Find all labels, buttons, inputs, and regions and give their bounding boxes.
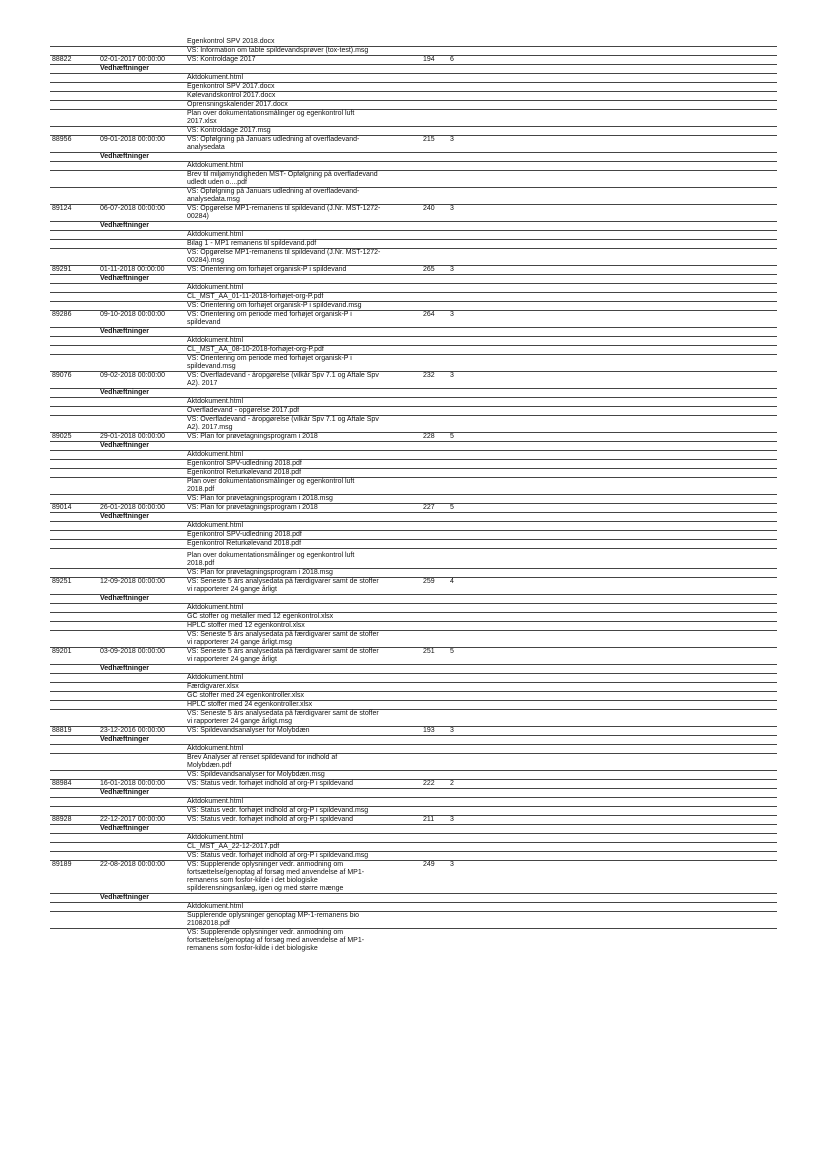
attachment-row	[50, 903, 777, 912]
record-date: 09-01-2018 00:00:00	[100, 136, 165, 143]
record-id: 88928	[52, 816, 72, 823]
attachment-name: VS: Seneste 5 års analysedata på færdigvarer samt de stoffer vi rapporterer 24 gange årligt.msg	[187, 631, 379, 646]
attachment-row	[50, 188, 777, 205]
attachments-label: Vedhæftninger	[100, 513, 150, 520]
attachment-row	[50, 171, 777, 188]
attachment-row	[50, 302, 777, 311]
record-row	[50, 205, 777, 222]
record-title: VS: Plan for prøvetagningsprogram i 2018	[187, 504, 318, 511]
record-number: 222	[423, 780, 435, 787]
record-date: 22-12-2017 00:00:00	[100, 816, 165, 823]
record-number: 215	[423, 136, 435, 143]
record-date: 01-11-2018 00:00:00	[100, 266, 165, 273]
record-title: VS: Orientering om periode med forhøjet organisk-P i spildevand	[187, 311, 352, 326]
record-id: 89014	[52, 504, 72, 511]
record-number: 264	[423, 311, 435, 318]
attachment-name: VS: Plan for prøvetagningsprogram i 2018.msg	[187, 569, 333, 576]
attachment-name: Aktdokument.html	[187, 231, 244, 238]
record-title: VS: Plan for prøvetagningsprogram i 2018	[187, 433, 318, 440]
record-date: 03-09-2018 00:00:00	[100, 648, 165, 655]
attachment-name: VS: Orientering om forhøjet organisk-P i spildevand.msg	[187, 302, 362, 309]
record-count: 5	[450, 648, 454, 655]
record-number: 211	[423, 816, 435, 823]
record-date: 09-02-2018 00:00:00	[100, 372, 165, 379]
attachment-row	[50, 754, 777, 771]
attachment-name: VS: Information om tabte spildevandsprøver (tox-test).msg	[187, 47, 369, 54]
attachments-header-row	[50, 736, 777, 745]
attachment-name: VS: Orientering om periode med forhøjet organisk-P i spildevand.msg	[187, 355, 352, 370]
attachments-header-row	[50, 65, 777, 74]
record-id: 89025	[52, 433, 72, 440]
attachment-row	[50, 843, 777, 852]
attachment-name: VS: Status vedr. forhøjet indhold af org-P i spildevand.msg	[187, 807, 369, 814]
record-number: 265	[423, 266, 435, 273]
attachment-name: CL_MST_AA_08-10-2018-forhøjet-org-P.pdf	[187, 346, 324, 353]
attachment-row	[50, 613, 777, 622]
attachments-label: Vedhæftninger	[100, 595, 150, 602]
record-row	[50, 816, 777, 825]
record-id: 88984	[52, 780, 72, 787]
attachments-header-row	[50, 595, 777, 604]
record-id: 89201	[52, 648, 72, 655]
attachments-label: Vedhæftninger	[100, 789, 150, 796]
record-count: 3	[450, 727, 454, 734]
attachment-row	[50, 807, 777, 816]
record-count: 5	[450, 504, 454, 511]
record-date: 09-10-2018 00:00:00	[100, 311, 165, 318]
attachment-name: Aktdokument.html	[187, 284, 244, 291]
attachment-row	[50, 38, 777, 47]
record-date: 29-01-2018 00:00:00	[100, 433, 165, 440]
attachment-name: VS: Status vedr. forhøjet indhold af org-P i spildevand.msg	[187, 852, 369, 859]
record-id: 88819	[52, 727, 72, 734]
attachment-name: Aktdokument.html	[187, 834, 244, 841]
attachment-row	[50, 110, 777, 127]
attachments-header-row	[50, 513, 777, 522]
attachment-name: Egenkontrol SPV-udledning 2018.pdf	[187, 460, 302, 467]
attachment-row	[50, 162, 777, 171]
attachment-name: VS: Supplerende oplysninger vedr. anmodning om fortsættelse/genoptag af forsøg med anvendelse af MP1- remanens som fosfor-kilde i det biologiske	[187, 929, 365, 952]
attachment-row	[50, 912, 777, 929]
attachment-row	[50, 337, 777, 346]
attachment-name: VS: Overfladevand - åropgørelse (vilkår Spv 7.1 og Aftale Spv A2). 2017.msg	[187, 416, 379, 431]
record-count: 4	[450, 578, 454, 585]
attachments-header-row	[50, 153, 777, 162]
record-id: 89291	[52, 266, 72, 273]
record-date: 22-08-2018 00:00:00	[100, 861, 165, 868]
attachments-label: Vedhæftninger	[100, 65, 150, 72]
record-title: VS: Seneste 5 års analysedata på færdigvarer samt de stoffer vi rapporterer 24 gange årligt	[187, 578, 379, 593]
attachment-row	[50, 478, 777, 495]
record-id: 88956	[52, 136, 72, 143]
record-date: 06-07-2018 00:00:00	[100, 205, 165, 212]
record-number: 240	[423, 205, 435, 212]
attachment-name: Egenkontrol SPV-udledning 2018.pdf	[187, 531, 302, 538]
attachment-row	[50, 631, 777, 648]
attachment-row	[50, 127, 777, 136]
record-title: VS: Overfladevand - åropgørelse (vilkår Spv 7.1 og Aftale Spv A2). 2017	[187, 372, 379, 387]
record-date: 26-01-2018 00:00:00	[100, 504, 165, 511]
record-row	[50, 56, 777, 65]
record-number: 251	[423, 648, 435, 655]
record-title: VS: Status vedr. forhøjet indhold af org-P i spildevand	[187, 816, 354, 823]
record-count: 3	[450, 861, 454, 868]
attachment-row	[50, 47, 777, 56]
attachment-row	[50, 604, 777, 613]
attachments-label: Vedhæftninger	[100, 442, 150, 449]
attachment-name: GC stoffer og metaller med 12 egenkontrol.xlsx	[187, 613, 334, 620]
attachment-name: Aktdokument.html	[187, 162, 244, 169]
record-number: 227	[423, 504, 435, 511]
record-number: 249	[423, 861, 435, 868]
record-count: 3	[450, 266, 454, 273]
attachment-row	[50, 460, 777, 469]
attachments-label: Vedhæftninger	[100, 665, 150, 672]
record-id: 89076	[52, 372, 72, 379]
attachment-name: Aktdokument.html	[187, 745, 244, 752]
attachment-name: CL_MST_AA_01-11-2018-forhøjet-org-P.pdf	[187, 293, 324, 300]
attachment-name: HPLC stoffer med 24 egenkontroller.xlsx	[187, 701, 313, 708]
attachment-row	[50, 416, 777, 433]
attachment-name: Oprensningskalender 2017.docx	[187, 101, 288, 108]
record-row	[50, 266, 777, 275]
record-title: VS: Supplerende oplysninger vedr. anmodning om fortsættelse/genoptag af forsøg med anvendelse af MP1- remanens som fosfor-kilde i det biologiske spilderensningsanlæg, igen og med større mænge	[187, 861, 365, 892]
attachment-name: Plan over dokumentationsmålinger og egenkontrol luft 2018.pdf	[187, 478, 355, 493]
attachment-row	[50, 74, 777, 83]
attachment-row	[50, 284, 777, 293]
attachment-row	[50, 569, 777, 578]
attachment-row	[50, 852, 777, 861]
attachment-row	[50, 549, 777, 569]
attachment-row	[50, 495, 777, 504]
attachments-label: Vedhæftninger	[100, 328, 150, 335]
record-count: 2	[450, 780, 454, 787]
attachment-name: Bilag 1 - MP1 remanens til spildevand.pdf	[187, 240, 317, 247]
attachment-name: CL_MST_AA_22-12-2017.pdf	[187, 843, 280, 850]
attachment-row	[50, 231, 777, 240]
attachment-name: Aktdokument.html	[187, 74, 244, 81]
attachments-label: Vedhæftninger	[100, 222, 150, 229]
record-id: 89251	[52, 578, 72, 585]
record-number: 193	[423, 727, 435, 734]
attachment-name: Aktdokument.html	[187, 398, 244, 405]
attachment-row	[50, 293, 777, 302]
attachment-name: Egenkontrol Returkølevand 2018.pdf	[187, 540, 302, 547]
record-date: 12-09-2018 00:00:00	[100, 578, 165, 585]
record-row	[50, 780, 777, 789]
attachment-row	[50, 407, 777, 416]
attachment-name: Kølevandskontrol 2017.docx	[187, 92, 276, 99]
record-title: VS: Seneste 5 års analysedata på færdigvarer samt de stoffer vi rapporterer 24 gange årligt	[187, 648, 379, 663]
attachment-row	[50, 710, 777, 727]
attachment-row	[50, 83, 777, 92]
attachments-header-row	[50, 825, 777, 834]
attachment-row	[50, 929, 777, 953]
record-row	[50, 727, 777, 736]
attachment-row	[50, 798, 777, 807]
attachment-name: Plan over dokumentationsmålinger og egenkontrol luft 2017.xlsx	[187, 110, 355, 125]
attachment-row	[50, 451, 777, 460]
attachments-header-row	[50, 275, 777, 284]
record-id: 89124	[52, 205, 72, 212]
attachment-row	[50, 771, 777, 780]
attachments-label: Vedhæftninger	[100, 825, 150, 832]
record-row	[50, 372, 777, 389]
attachment-row	[50, 240, 777, 249]
attachment-name: Supplerende oplysninger genoptag MP-1-remanens bio 21082018.pdf	[187, 912, 359, 927]
attachment-row	[50, 101, 777, 110]
record-title: VS: Kontroldage 2017	[187, 56, 256, 63]
attachment-name: VS: Spildevandsanalyser for Molybdæn.msg	[187, 771, 325, 778]
attachments-header-row	[50, 665, 777, 674]
attachment-name: Plan over dokumentationsmålinger og egenkontrol luft 2018.pdf	[187, 552, 355, 567]
attachments-label: Vedhæftninger	[100, 894, 150, 901]
attachment-name: VS: Kontroldage 2017.msg	[187, 127, 271, 134]
attachment-name: Egenkontrol SPV 2017.docx	[187, 83, 275, 90]
attachment-row	[50, 522, 777, 531]
attachment-row	[50, 622, 777, 631]
record-count: 3	[450, 372, 454, 379]
record-id: 89189	[52, 861, 72, 868]
record-count: 3	[450, 205, 454, 212]
document-table	[50, 38, 777, 953]
record-count: 3	[450, 816, 454, 823]
record-row	[50, 311, 777, 328]
attachment-name: VS: Opfølgning på Januars udledning af overfladevand- analysedata.msg	[187, 188, 360, 203]
attachment-name: Brev Analyser af renset spildevand for indhold af Molybdæn.pdf	[187, 754, 338, 769]
record-title: VS: Status vedr. forhøjet indhold af org-P i spildevand	[187, 780, 354, 787]
attachment-name: Egenkontrol SPV 2018.docx	[187, 38, 275, 45]
record-number: 194	[423, 56, 435, 63]
attachments-header-row	[50, 222, 777, 231]
attachments-header-row	[50, 442, 777, 451]
record-title: VS: Orientering om forhøjet organisk-P i spildevand	[187, 266, 347, 273]
attachment-name: Aktdokument.html	[187, 337, 244, 344]
attachment-name: Færdigvarer.xlsx	[187, 683, 239, 690]
attachments-label: Vedhæftninger	[100, 736, 150, 743]
record-title: VS: Spildevandsanalyser for Molybdæn	[187, 727, 310, 734]
record-count: 6	[450, 56, 454, 63]
attachment-row	[50, 531, 777, 540]
record-row	[50, 433, 777, 442]
attachment-row	[50, 398, 777, 407]
attachment-name: VS: Plan for prøvetagningsprogram i 2018.msg	[187, 495, 333, 502]
record-count: 3	[450, 311, 454, 318]
attachment-name: Aktdokument.html	[187, 903, 244, 910]
attachment-row	[50, 249, 777, 266]
attachment-name: Aktdokument.html	[187, 798, 244, 805]
record-row	[50, 504, 777, 513]
attachment-row	[50, 346, 777, 355]
attachment-row	[50, 701, 777, 710]
record-title: VS: Opfølgning på Januars udledning af overfladevand- analysedata	[187, 136, 360, 151]
record-number: 228	[423, 433, 435, 440]
record-count: 5	[450, 433, 454, 440]
attachments-label: Vedhæftninger	[100, 153, 150, 160]
attachment-row	[50, 745, 777, 754]
record-id: 88822	[52, 56, 72, 63]
record-number: 232	[423, 372, 435, 379]
attachment-name: VS: Seneste 5 års analysedata på færdigvarer samt de stoffer vi rapporterer 24 gange årligt.msg	[187, 710, 379, 725]
record-row	[50, 861, 777, 894]
attachment-row	[50, 469, 777, 478]
attachment-row	[50, 355, 777, 372]
record-date: 16-01-2018 00:00:00	[100, 780, 165, 787]
record-date: 02-01-2017 00:00:00	[100, 56, 165, 63]
attachment-row	[50, 540, 777, 549]
record-row	[50, 648, 777, 665]
attachment-row	[50, 92, 777, 101]
attachment-name: Brev til miljømyndigheden MST- Opfølgning på overfladevand udledt uden o....pdf	[187, 171, 378, 186]
attachments-label: Vedhæftninger	[100, 275, 150, 282]
attachments-label: Vedhæftninger	[100, 389, 150, 396]
attachment-row	[50, 692, 777, 701]
record-id: 89286	[52, 311, 72, 318]
record-row	[50, 136, 777, 153]
attachment-name: Aktdokument.html	[187, 674, 244, 681]
attachments-header-row	[50, 789, 777, 798]
record-number: 259	[423, 578, 435, 585]
record-date: 23-12-2016 00:00:00	[100, 727, 165, 734]
attachments-header-row	[50, 894, 777, 903]
attachments-header-row	[50, 328, 777, 337]
attachment-name: Overfladevand - opgørelse 2017.pdf	[187, 407, 300, 414]
attachment-name: GC stoffer med 24 egenkontroller.xlsx	[187, 692, 304, 699]
attachment-name: Aktdokument.html	[187, 522, 244, 529]
attachment-row	[50, 683, 777, 692]
record-row	[50, 578, 777, 595]
attachment-row	[50, 674, 777, 683]
attachment-row	[50, 834, 777, 843]
attachments-header-row	[50, 389, 777, 398]
attachment-name: HPLC stoffer med 12 egenkontrol.xlsx	[187, 622, 305, 629]
attachment-name: VS: Opgørelse MP1-remanens til spildevand (J.Nr. MST-1272- 00284).msg	[187, 249, 381, 264]
record-count: 3	[450, 136, 454, 143]
attachment-name: Aktdokument.html	[187, 604, 244, 611]
record-title: VS: Opgørelse MP1-remanens til spildevand (J.Nr. MST-1272- 00284)	[187, 205, 381, 220]
attachment-name: Aktdokument.html	[187, 451, 244, 458]
attachment-name: Egenkontrol Returkølevand 2018.pdf	[187, 469, 302, 476]
